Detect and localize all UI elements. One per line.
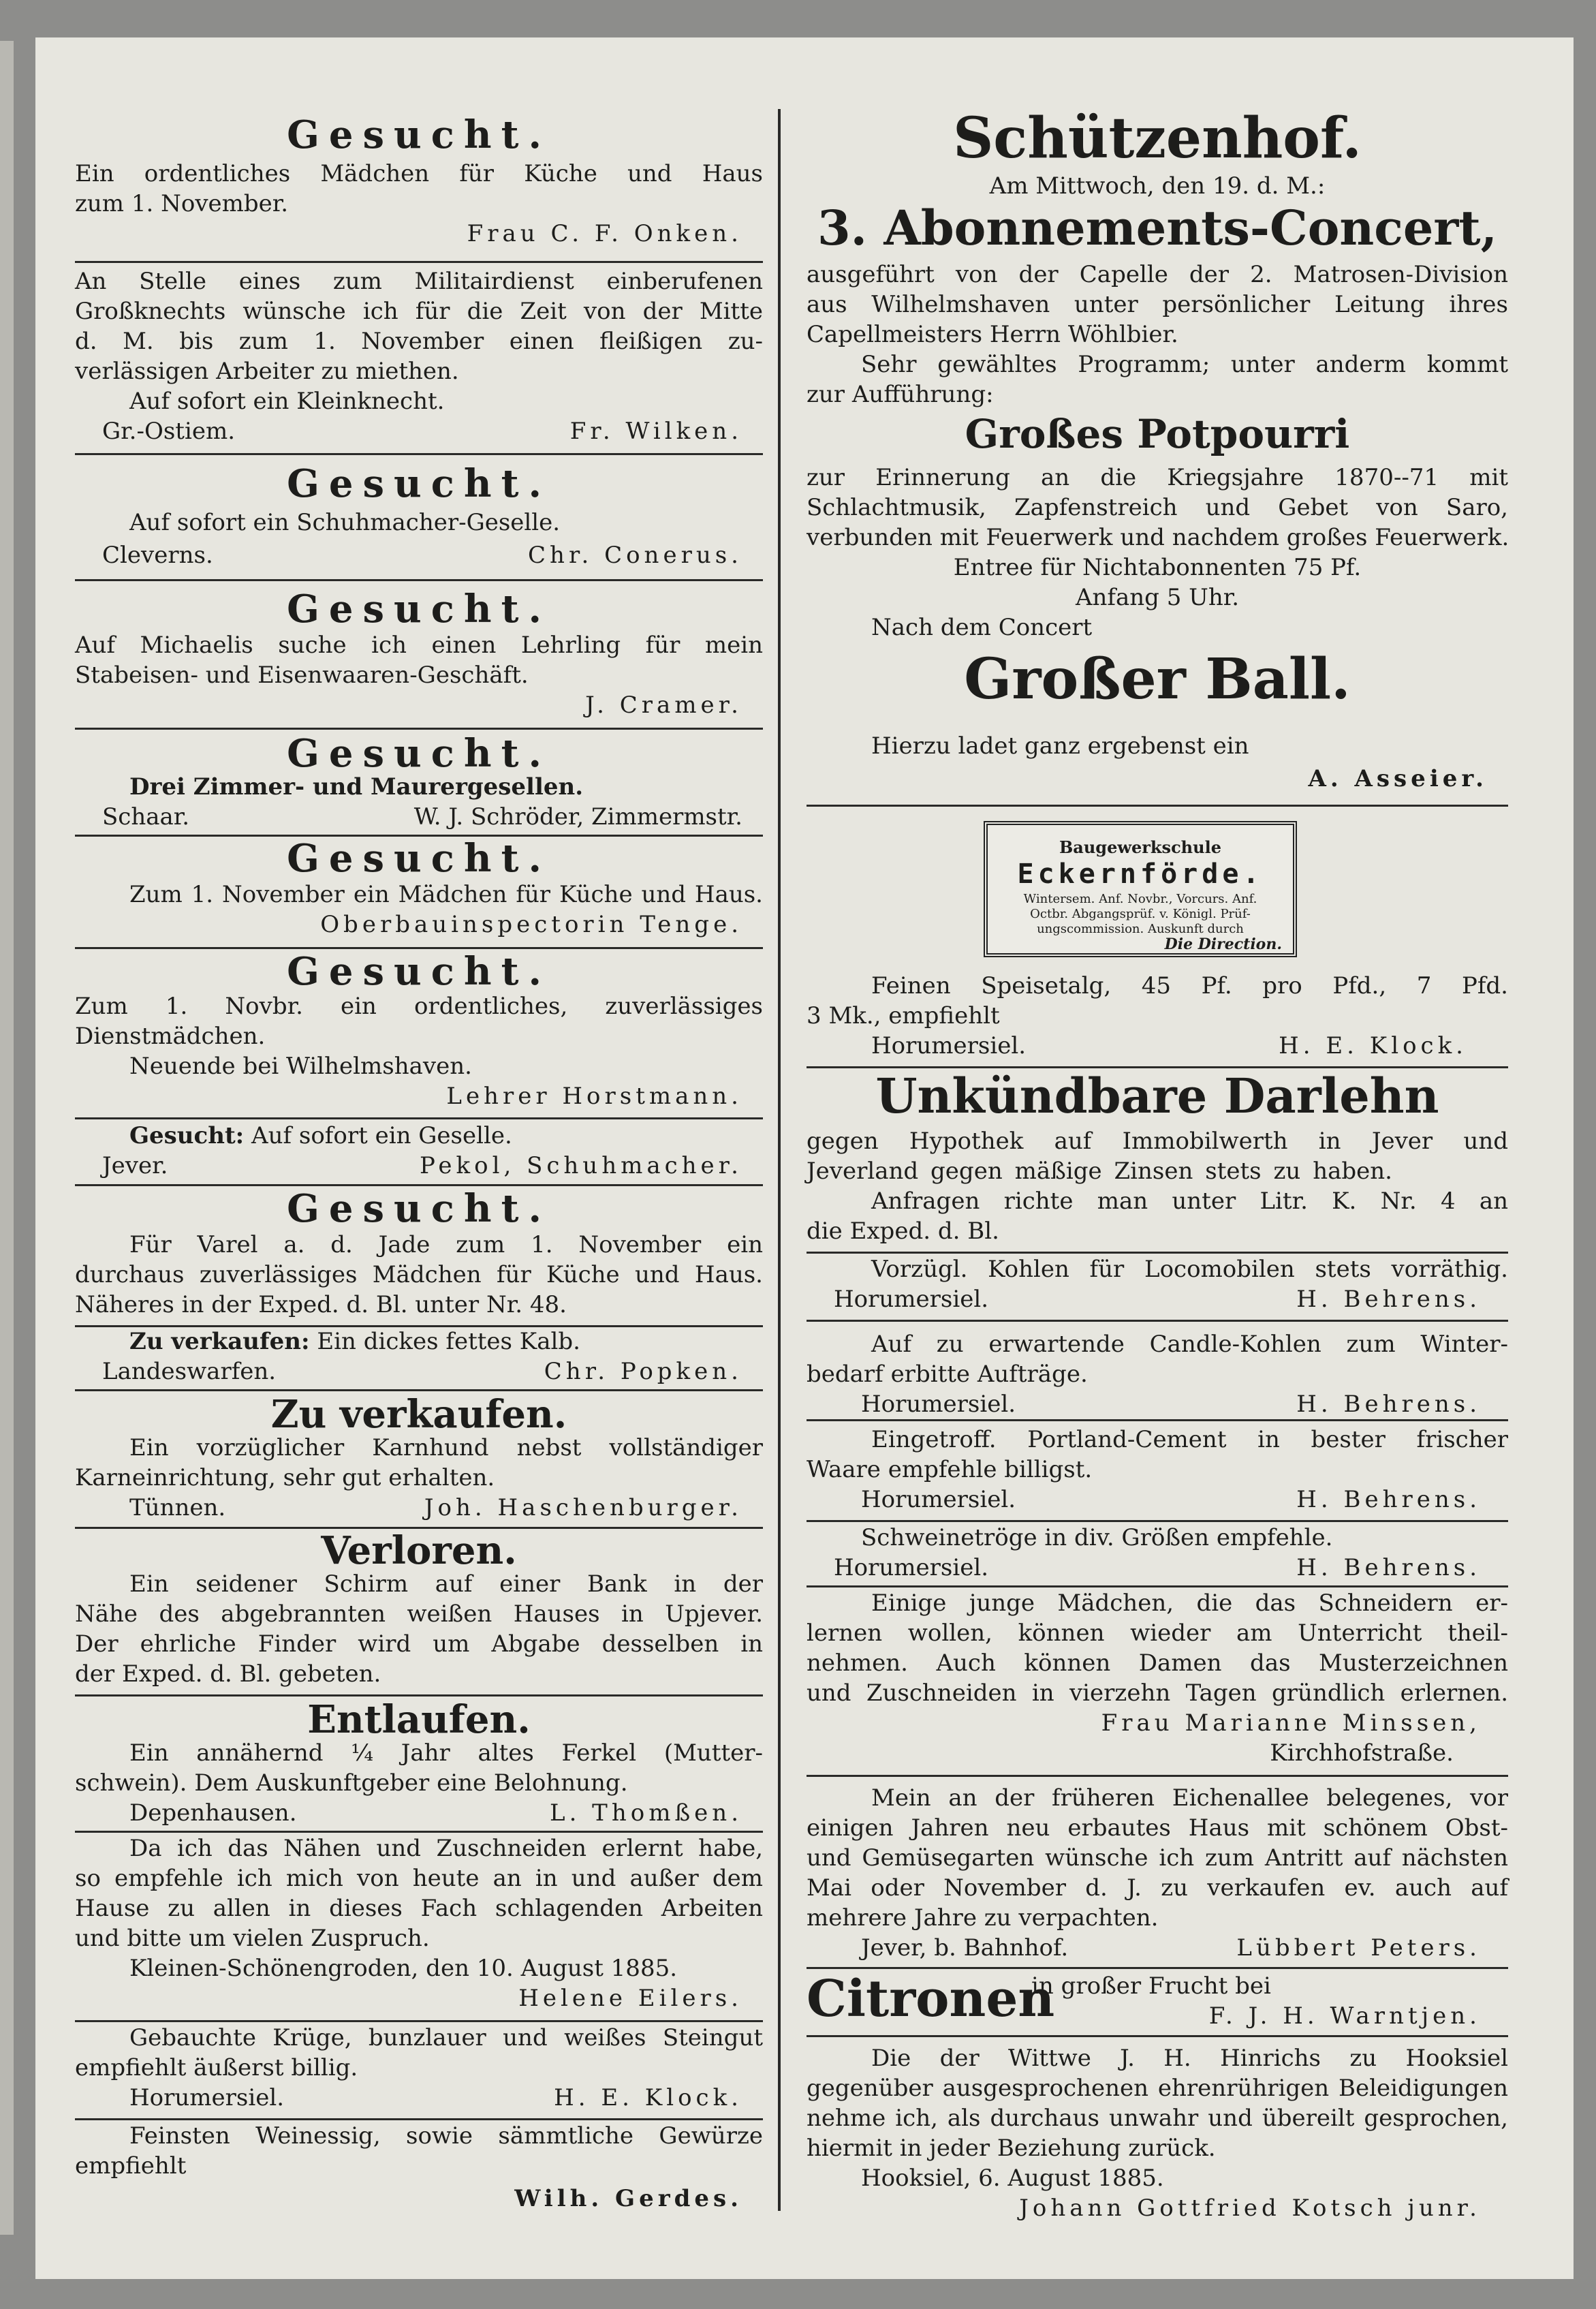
ball-title: Großer Ball. <box>964 647 1351 712</box>
ad-signature: Fr. Wilken. <box>569 418 742 445</box>
ad-line: Karneinrichtung, sehr gut erhalten. <box>75 1464 495 1491</box>
darlehn-title: Unkündbare Darlehn <box>875 1068 1439 1124</box>
ad-heading: Gesucht. <box>287 587 551 632</box>
ad-line: zum 1. November. <box>75 190 289 217</box>
ad-line: Schweinetröge in div. Größen empfehle. <box>861 1524 1333 1551</box>
ad-rule <box>807 1585 1508 1587</box>
ad-line: aus Wilhelmshaven unter persönlicher Leitung ihres <box>807 291 1508 318</box>
column-divider <box>778 109 781 2211</box>
ad-line: Großknechts wünsche ich für die Zeit von der Mitte <box>75 298 763 325</box>
ad-line: Stabeisen- und Eisenwaaren-Geschäft. <box>75 662 529 689</box>
ad-line: durchaus zuverlässiges Mädchen für Küche und Haus. <box>75 1261 763 1288</box>
ad-heading: Gesucht. <box>287 461 551 506</box>
ad-place: Jever. <box>102 1152 168 1179</box>
ad-line: Anfragen richte man unter Litr. K. Nr. 4 an <box>871 1188 1508 1215</box>
ad-signature: H. Behrens. <box>1296 1486 1481 1513</box>
ad-rule <box>75 261 763 263</box>
ad-line: Drei Zimmer- und Maurergesellen. <box>129 773 584 801</box>
ad-line: nehmen. Auch können Damen das Musterzeichnen <box>807 1649 1508 1677</box>
ad-line: Die der Wittwe J. H. Hinrichs zu Hooksiel <box>871 2045 1508 2072</box>
concert-title: 3. Abonnements-Concert, <box>817 200 1498 256</box>
school-signature: Die Direction. <box>1164 935 1282 953</box>
ad-line: Gebauchte Krüge, bunzlauer und weißes Steingut <box>129 2024 763 2051</box>
ad-signature: Chr. Popken. <box>544 1358 742 1385</box>
ad-rule <box>75 579 763 581</box>
ad-rule <box>75 1389 763 1391</box>
school-ad-box <box>984 821 1297 957</box>
ad-line: Auf zu erwartende Candle-Kohlen zum Winter- <box>871 1331 1508 1358</box>
ad-line: zur Erinnerung an die Kriegsjahre 1870--71 mit <box>807 464 1508 491</box>
ad-line: Auf Michaelis suche ich einen Lehrling für mein <box>75 632 763 659</box>
ad-signature: Frau Marianne Minssen, <box>1101 1709 1481 1737</box>
ad-line: Schlachtmusik, Zapfenstreich und Gebet von Saro, <box>807 494 1508 521</box>
ad-place: Horumersiel. <box>861 1486 1016 1513</box>
ad-line: Hooksiel, 6. August 1885. <box>861 2165 1164 2192</box>
ad-signature: Pekol, Schuhmacher. <box>420 1152 742 1179</box>
ad-line: Dienstmädchen. <box>75 1023 266 1050</box>
ad-line: Einige junge Mädchen, die das Schneidern er- <box>871 1590 1508 1617</box>
ad-line: zur Aufführung: <box>807 381 994 408</box>
book-spine <box>0 41 14 2235</box>
ad-line: Ein vorzüglicher Karnhund nebst vollständiger <box>129 1434 763 1461</box>
ad-signature: Joh. Haschenburger. <box>424 1494 742 1521</box>
ad-place: Depenhausen. <box>129 1799 297 1827</box>
ad-line: An Stelle eines zum Militairdienst einberufenen <box>75 268 763 295</box>
ad-line: Entree für Nichtabonnenten 75 Pf. <box>953 554 1362 581</box>
ad-signature: Johann Gottfried Kotsch junr. <box>1019 2195 1481 2222</box>
ad-line <box>129 1327 580 1357</box>
ad-rule <box>807 1775 1508 1777</box>
ad-line: Hierzu ladet ganz ergebenst ein <box>871 732 1249 760</box>
ad-rule <box>75 728 763 730</box>
ad-line: Neuende bei Wilhelmshaven. <box>129 1053 472 1080</box>
ad-place: Horumersiel. <box>129 2084 285 2111</box>
ad-signature: H. Behrens. <box>1296 1554 1481 1581</box>
ad-rule <box>75 2118 763 2120</box>
ad-place: Horumersiel. <box>834 1554 989 1581</box>
ad-line: gegenüber ausgesprochenen ehrenrührigen Beleidigungen <box>807 2075 1508 2102</box>
ad-signature: L. Thomßen. <box>549 1799 742 1827</box>
ad-line: empfiehlt äußerst billig. <box>75 2054 358 2081</box>
ad-line: Ein seidener Schirm auf einer Bank in der <box>129 1570 763 1598</box>
ad-signature: Wilh. Gerdes. <box>514 2185 742 2212</box>
ad-line-text: Ein dickes fettes Kalb. <box>317 1328 580 1355</box>
ad-line: verlässigen Arbeiter zu miethen. <box>75 358 459 385</box>
ad-line: Anfang 5 Uhr. <box>1075 584 1240 611</box>
ad-place: Schaar. <box>102 803 190 831</box>
ad-signature: Oberbauinspectorin Tenge. <box>320 911 742 938</box>
ad-signature: Lehrer Horstmann. <box>446 1083 742 1110</box>
ad-signature: F. J. H. Warntjen. <box>1208 2002 1481 2030</box>
school-line: Octbr. Abgangsprüf. v. Königl. Prüf- <box>1030 907 1251 921</box>
ad-rule <box>807 1520 1508 1522</box>
ad-heading: Zu verkaufen. <box>270 1392 567 1437</box>
ad-rule <box>807 2035 1508 2037</box>
ad-place: Tünnen. <box>129 1494 226 1521</box>
ad-line: mehrere Jahre zu verpachten. <box>807 1904 1159 1932</box>
ad-line: schwein). Dem Auskunftgeber eine Belohnung. <box>75 1769 628 1797</box>
ad-signature: Chr. Conerus. <box>528 542 742 569</box>
ad-signature: A. Asseier. <box>1308 765 1488 792</box>
ad-signature: Helene Eilers. <box>518 1985 742 2012</box>
newspaper-page <box>35 37 1574 2279</box>
ad-heading: Gesucht. <box>287 1186 551 1231</box>
ad-line: und bitte um vielen Zuspruch. <box>75 1925 430 1952</box>
citronen-title: Citronen <box>807 1970 1055 2028</box>
ad-heading: Gesucht. <box>287 836 551 881</box>
ad-line: Zum 1. November ein Mädchen für Küche und Haus. <box>129 881 763 908</box>
ad-line-text: Auf sofort ein Geselle. <box>251 1122 512 1149</box>
ad-rule <box>75 1831 763 1833</box>
ad-heading: Entlaufen. <box>307 1697 531 1742</box>
ad-place: Jever, b. Bahnhof. <box>861 1934 1069 1962</box>
ad-signature: H. Behrens. <box>1296 1286 1481 1313</box>
ad-place: Horumersiel. <box>871 1032 1027 1059</box>
ad-line: Auf sofort ein Schuhmacher-Geselle. <box>129 509 561 536</box>
ad-line: Ein annähernd ¼ Jahr altes Ferkel (Mutter- <box>129 1739 763 1767</box>
ad-line: Eingetroff. Portland-Cement in bester frischer <box>871 1426 1508 1453</box>
ad-signature: Frau C. F. Onken. <box>467 220 742 247</box>
ad-signature: H. E. Klock. <box>1279 1032 1467 1059</box>
ad-heading: Gesucht. <box>287 949 551 994</box>
ad-line: lernen wollen, können wieder am Unterricht theil- <box>807 1620 1508 1647</box>
ad-line: Ein ordentliches Mädchen für Küche und Haus <box>75 160 763 187</box>
ad-line: Nähe des abgebrannten weißen Hauses in Upjever. <box>75 1600 763 1628</box>
ad-line: einigen Jahren neu erbautes Haus mit schönem Obst- <box>807 1814 1508 1842</box>
ad-rule <box>807 805 1508 807</box>
ad-line: Der ehrliche Finder wird um Abgabe desselben in <box>75 1630 763 1658</box>
ad-place: Gr.-Ostiem. <box>102 418 236 445</box>
school-title: Baugewerkschule <box>1059 837 1221 857</box>
ad-signature-address: Kirchhofstraße. <box>1270 1739 1454 1767</box>
ad-line: Hause zu allen in dieses Fach schlagenden Arbeiten <box>75 1895 763 1922</box>
schuetzenhof-date: Am Mittwoch, den 19. d. M.: <box>989 172 1326 200</box>
ad-rule <box>75 2020 763 2022</box>
ad-line: Zum 1. Novbr. ein ordentliches, zuverlässiges <box>75 993 763 1020</box>
ad-signature: H. E. Klock. <box>554 2084 742 2111</box>
ad-line: Mai oder November d. J. zu verkaufen ev. auch auf <box>807 1874 1508 1902</box>
ad-line: Vorzügl. Kohlen für Locomobilen stets vorräthig. <box>871 1256 1508 1283</box>
ad-line: Sehr gewähltes Programm; unter anderm kommt <box>861 351 1508 378</box>
ad-line: Jeverland gegen mäßige Zinsen stets zu haben. <box>807 1158 1392 1185</box>
ad-line: bedarf erbitte Aufträge. <box>807 1361 1088 1388</box>
ad-line: Feinsten Weinessig, sowie sämmtliche Gewürze <box>129 2122 763 2150</box>
ad-heading: Verloren. <box>321 1528 517 1573</box>
ad-line: Kleinen-Schönengroden, den 10. August 1885. <box>129 1955 678 1982</box>
ad-line: ausgeführt von der Capelle der 2. Matrosen-Division <box>807 261 1508 288</box>
ad-line: nehme ich, als durchaus unwahr und übereilt gesprochen, <box>807 2105 1508 2132</box>
ad-line: d. M. bis zum 1. November einen fleißigen zu- <box>75 328 763 355</box>
ad-heading: Gesucht. <box>287 731 551 776</box>
ad-line: Für Varel a. d. Jade zum 1. November ein <box>129 1231 763 1258</box>
ad-rule <box>75 1117 763 1119</box>
ad-line: Nach dem Concert <box>871 614 1093 641</box>
ad-signature: H. Behrens. <box>1296 1391 1481 1418</box>
school-line: Wintersem. Anf. Novbr., Vorcurs. Anf. <box>1023 892 1257 906</box>
ad-place: Horumersiel. <box>861 1391 1016 1418</box>
ad-signature: J. Cramer. <box>585 692 742 719</box>
ad-line: Auf sofort ein Kleinknecht. <box>129 388 445 415</box>
ad-rule <box>807 1419 1508 1421</box>
ad-heading: Gesucht. <box>287 112 551 157</box>
ad-line: so empfehle ich mich von heute an in und außer dem <box>75 1865 763 1892</box>
ad-line <box>129 1121 512 1151</box>
ad-place: Cleverns. <box>102 542 213 569</box>
ad-line: 3 Mk., empfiehlt <box>807 1002 1000 1029</box>
ad-place: Horumersiel. <box>834 1286 989 1313</box>
schuetzenhof-title: Schützenhof. <box>953 106 1362 171</box>
ad-line: Näheres in der Exped. d. Bl. unter Nr. 48. <box>75 1291 567 1318</box>
ad-line: Capellmeisters Herrn Wöhlbier. <box>807 321 1178 348</box>
ad-rule <box>807 1252 1508 1254</box>
ad-line: verbunden mit Feuerwerk und nachdem großes Feuerwerk. <box>807 524 1509 551</box>
ad-line: empfiehlt <box>75 2152 187 2180</box>
ad-line: Feinen Speisetalg, 45 Pf. pro Pfd., 7 Pfd. <box>871 972 1508 999</box>
potpourri-title: Großes Potpourri <box>965 411 1350 457</box>
ad-line: und Zuschneiden in vierzehn Tagen gründlich erlernen. <box>807 1679 1508 1707</box>
ad-line: Mein an der früheren Eichenallee belegenes, vor <box>871 1784 1508 1812</box>
ad-line: gegen Hypothek auf Immobilwerth in Jever und <box>807 1128 1508 1155</box>
ad-rule <box>807 1320 1508 1322</box>
ad-place: Landeswarfen. <box>102 1358 277 1385</box>
ad-rule <box>807 1967 1508 1969</box>
ad-line: Waare empfehle billigst. <box>807 1456 1093 1483</box>
ad-rule <box>75 453 763 455</box>
ad-line: Da ich das Nähen und Zuschneiden erlernt habe, <box>129 1835 763 1862</box>
ad-line: die Exped. d. Bl. <box>807 1218 999 1245</box>
ad-line: und Gemüsegarten wünsche ich zum Antritt auf nächsten <box>807 1844 1508 1872</box>
ad-line: in großer Frucht bei <box>1031 1972 1271 2000</box>
ad-signature: Lübbert Peters. <box>1236 1934 1481 1962</box>
ad-rule <box>75 1694 763 1696</box>
ad-signature: W. J. Schröder, Zimmermstr. <box>413 803 742 831</box>
school-name: Eckernförde. <box>1017 858 1264 890</box>
ad-line: hiermit in jeder Beziehung zurück. <box>807 2135 1216 2162</box>
school-line: ungscommission. Auskunft durch <box>1037 922 1244 936</box>
ad-lead: Gesucht: <box>129 1122 245 1149</box>
ad-line: der Exped. d. Bl. gebeten. <box>75 1660 381 1688</box>
ad-lead: Zu verkaufen: <box>129 1328 310 1355</box>
